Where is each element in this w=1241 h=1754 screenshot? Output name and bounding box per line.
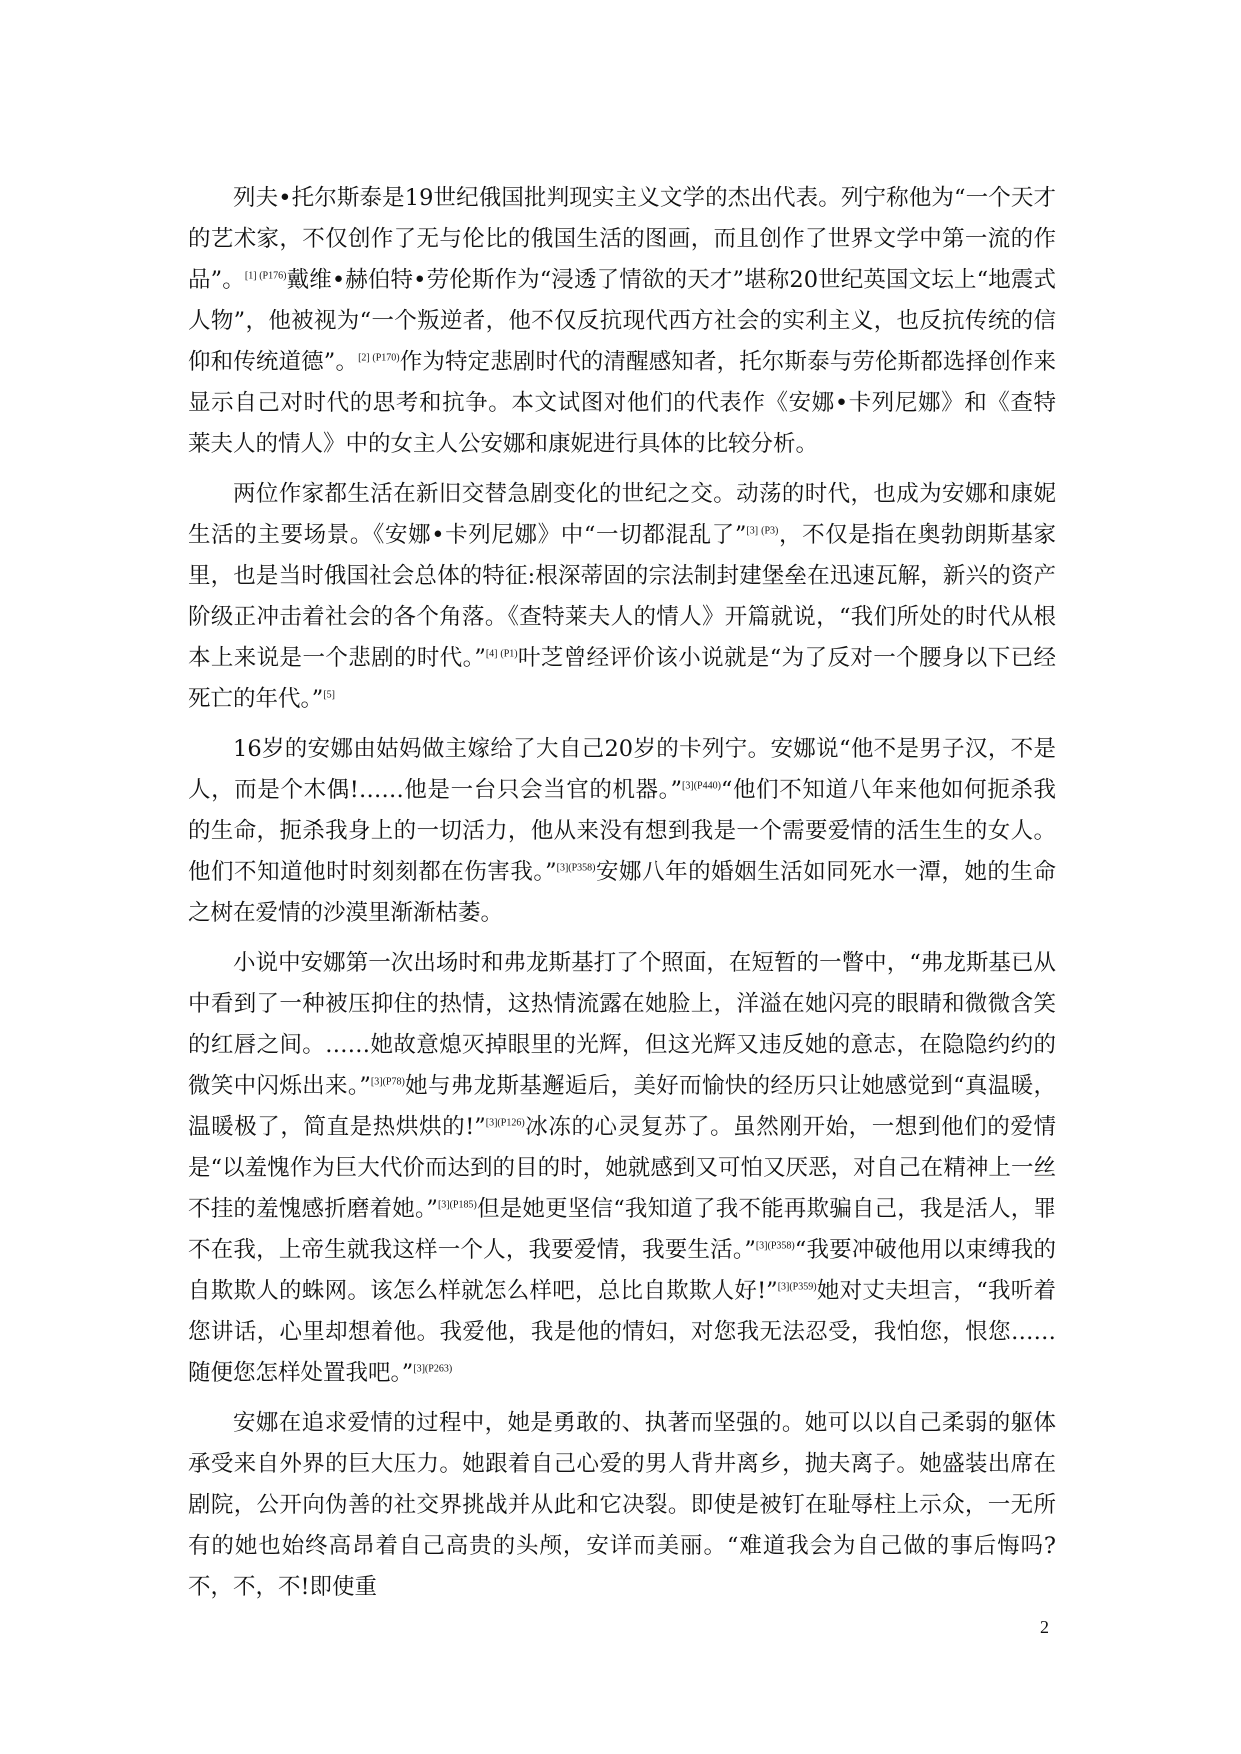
document-body xyxy=(188,178,1056,1617)
paragraph-text: “他们不知道八年来他如何扼杀我的生命，扼杀我身上的一切活力，他从来没有想到我是一个需要爱情的活生生的女人。他们不知道他时时刻刻都在伤害我。” xyxy=(188,777,1056,885)
paragraph xyxy=(188,943,1056,1394)
paragraph-text: 安娜八年的婚姻生活如同死水一潭，她的生命之树在爱情的沙漠里渐渐枯萎。 xyxy=(188,859,1056,926)
paragraph-text: 列夫•托尔斯泰是19世纪俄国批判现实主义文学的杰出代表。列宁称他为“一个天才的艺术家，不仅创作了无与伦比的俄国生活的图画，而且创作了世界文学中第一流的作品”。 xyxy=(188,185,1056,293)
citation-ref: [3](P263) xyxy=(413,1363,453,1375)
paragraph-text: ，不仅是指在奥勃朗斯基家里，也是当时俄国社会总体的特征:根深蒂固的宗法制封建堡垒在迅速瓦解，新兴的资产阶级正冲击着社会的各个角落。《查特莱夫人的情人》开篇就说，“我们所处的时代从根本上来说是一个悲剧的时代。” xyxy=(188,522,1056,671)
paragraph-text: 叶芝曾经评价该小说就是“为了反对一个腰身以下已经死亡的年代。” xyxy=(188,645,1056,712)
page-number: 2 xyxy=(1040,1617,1049,1637)
citation-ref: [2] (P170) xyxy=(358,352,400,364)
citation-ref: [3](P78) xyxy=(370,1076,405,1088)
paragraph-text: 戴维•赫伯特•劳伦斯作为“浸透了情欲的天才”堪称20世纪英国文坛上“地震式人物”，他被视为“一个叛逆者，他不仅反抗现代西方社会的实利主义，也反抗传统的信仰和传统道德”。 xyxy=(188,267,1057,375)
paragraph-text: 安娜在追求爱情的过程中，她是勇敢的、执著而坚强的。她可以以自己柔弱的躯体承受来自外界的巨大压力。她跟着自己心爱的男人背井离乡，抛夫离子。她盛装出席在剧院，公开向伪善的社交界挑战并从此和它决裂。即使是被钉在耻辱柱上示众，一无所有的她也始终高昂着自己高贵的头颅，安详而美丽。“难道我会为自己做的事后悔吗?不，不，不!即使重 xyxy=(188,1410,1056,1600)
citation-ref: [3](P126) xyxy=(485,1117,525,1129)
paragraph xyxy=(188,1403,1056,1608)
paragraph xyxy=(188,178,1056,465)
paragraph-text: 但是她更坚信“我知道了我不能再欺骗自己，我是活人，罪不在我，上帝生就我这样一个人，我要爱情，我要生活。” xyxy=(188,1196,1056,1263)
citation-ref: [3](P440) xyxy=(682,780,721,792)
citation-ref: [4] (P1) xyxy=(485,648,518,660)
citation-ref: [3](P358) xyxy=(556,862,596,874)
paragraph-text: 两位作家都生活在新旧交替急剧变化的世纪之交。动荡的时代，也成为安娜和康妮生活的主要场景。《安娜•卡列尼娜》中“一切都混乱了” xyxy=(188,481,1056,548)
paragraph-text: 16岁的安娜由姑妈做主嫁给了大自己20岁的卡列宁。安娜说“他不是男子汉，不是人，而是个木偶!……他是一台只会当官的机器。” xyxy=(188,736,1056,803)
citation-ref: [3](P185) xyxy=(437,1199,477,1211)
citation-ref: [1] (P176) xyxy=(244,270,287,282)
paragraph-text: 她与弗龙斯基邂逅后，美好而愉快的经历只让她感觉到“真温暖，温暖极了，简直是热烘烘的!” xyxy=(188,1073,1056,1140)
paragraph-text: 她对丈夫坦言，“我听着您讲话，心里却想着他。我爱他，我是他的情妇，对您我无法忍受，我怕您，恨您……随便您怎样处置我吧。” xyxy=(188,1278,1056,1386)
citation-ref: [3](P359) xyxy=(777,1281,817,1293)
paragraph xyxy=(188,474,1056,720)
citation-ref: [5] xyxy=(323,689,335,701)
paragraph-text: 小说中安娜第一次出场时和弗龙斯基打了个照面，在短暂的一瞥中，“弗龙斯基已从中看到了一种被压抑住的热情，这热情流露在她脸上，洋溢在她闪亮的眼睛和微微含笑的红唇之间。……她故意熄灭掉眼里的光辉，但这光辉又违反她的意志，在隐隐约约的微笑中闪烁出来。” xyxy=(188,950,1056,1099)
paragraph-text: “我要冲破他用以束缚我的自欺欺人的蛛网。该怎么样就怎么样吧，总比自欺欺人好!” xyxy=(188,1237,1056,1304)
paragraph xyxy=(188,729,1056,934)
paragraph-text: 冰冻的心灵复苏了。虽然刚开始，一想到他们的爱情是“以羞愧作为巨大代价而达到的目的时，她就感到又可怕又厌恶，对自己在精神上一丝不挂的羞愧感折磨着她。” xyxy=(188,1114,1056,1222)
citation-ref: [3](P358) xyxy=(755,1240,795,1252)
paragraph-text: 作为特定悲剧时代的清醒感知者，托尔斯泰与劳伦斯都选择创作来显示自己对时代的思考和抗争。本文试图对他们的代表作《安娜•卡列尼娜》和《查特莱夫人的情人》中的女主人公安娜和康妮进行具体的比较分析。 xyxy=(188,349,1056,457)
citation-ref: [3] (P3) xyxy=(746,525,779,537)
